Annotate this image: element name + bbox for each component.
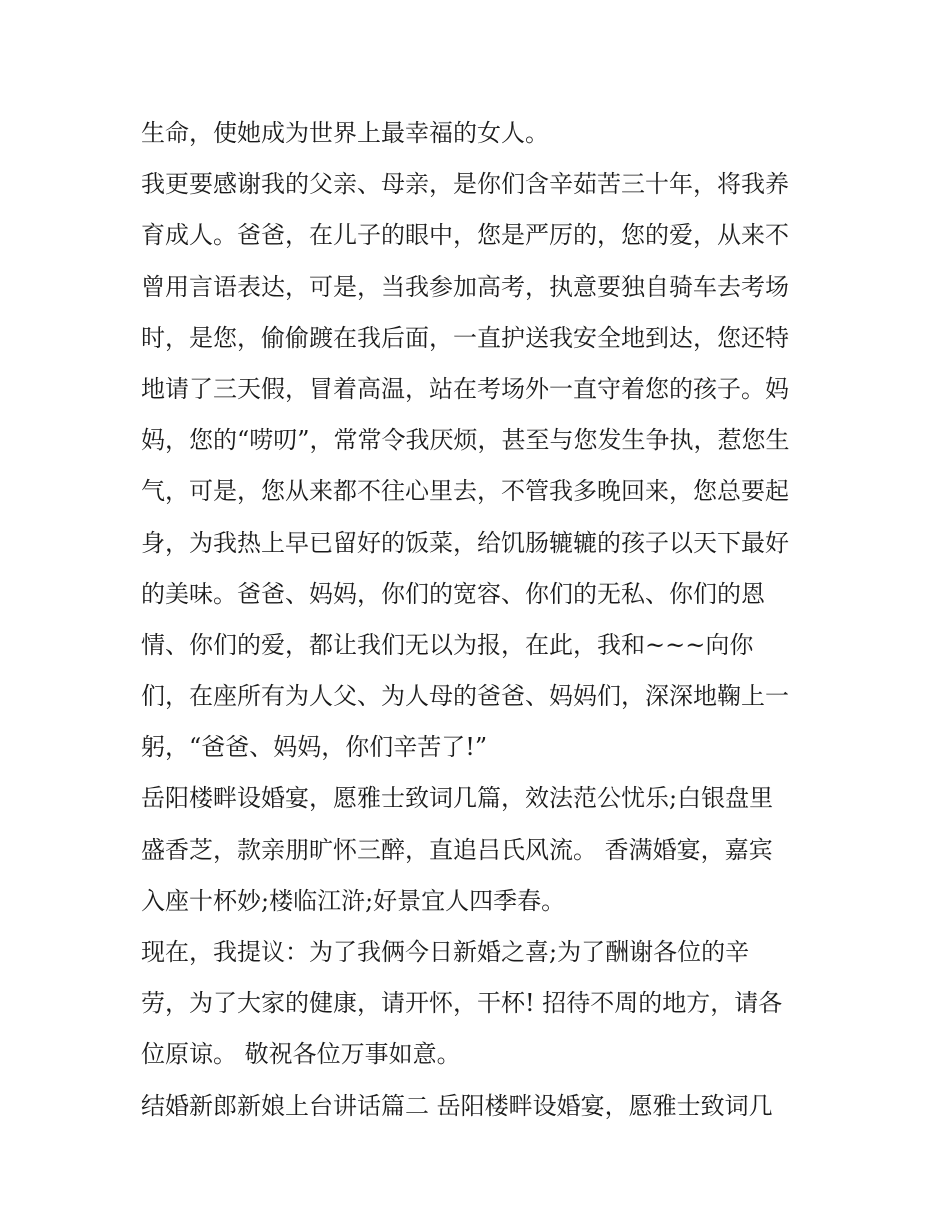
text-line: 生命，使她成为世界上最幸福的女人。: [141, 119, 549, 147]
text-line: 入座十杯妙;楼临江浒;好景宜人四季春。: [141, 886, 566, 915]
text-line: 岳阳楼畔设婚宴，愿雅士致词几篇，效法范公忧乐;白银盘里: [141, 784, 774, 813]
text-line: 身，为我热上早已留好的饭菜，给饥肠辘辘的孩子以天下最好: [141, 528, 789, 557]
text-line: 们，在座所有为人父、为人母的爸爸、妈妈们，深深地鞠上一: [141, 682, 789, 711]
text-line: 妈，您的“唠叨”，常常令我厌烦，甚至与您发生争执，惹您生: [141, 426, 790, 455]
text-line: 情、你们的爱，都让我们无以为报，在此，我和~~~向你: [141, 630, 754, 659]
text-line: 曾用言语表达，可是，当我参加高考，执意要独自骑车去考场: [141, 272, 789, 301]
text-line: 地请了三天假，冒着高温，站在考场外一直守着您的孩子。妈: [141, 374, 789, 403]
text-line: 结婚新郎新娘上台讲话篇二 岳阳楼畔设婚宴，愿雅士致词几: [141, 1091, 773, 1120]
document-body: [141, 108, 821, 1132]
text-line: 位原谅。 敬祝各位万事如意。: [141, 1040, 461, 1069]
text-line: 育成人。爸爸，在儿子的眼中，您是严厉的，您的爱，从来不: [141, 221, 789, 250]
text-line: 时，是您，偷偷踱在我后面，一直护送我安全地到达，您还特: [141, 323, 789, 352]
text-line: 气，可是，您从来都不往心里去，不管我多晚回来，您总要起: [141, 477, 789, 506]
text-line: 躬，“爸爸、妈妈，你们辛苦了!”: [141, 733, 488, 762]
text-line: 的美味。爸爸、妈妈，你们的宽容、你们的无私、你们的恩: [141, 579, 765, 608]
text-line: 盛香芝，款亲朋旷怀三醉，直追吕氏风流。 香满婚宴，嘉宾: [141, 835, 773, 864]
text-line: 现在，我提议：为了我俩今日新婚之喜;为了酬谢各位的辛: [141, 938, 750, 966]
text-line: 劳，为了大家的健康，请开怀，干杯! 招待不周的地方，请各: [141, 989, 783, 1018]
text-line: 我更要感谢我的父亲、母亲，是你们含辛茹苦三十年，将我养: [141, 170, 789, 199]
